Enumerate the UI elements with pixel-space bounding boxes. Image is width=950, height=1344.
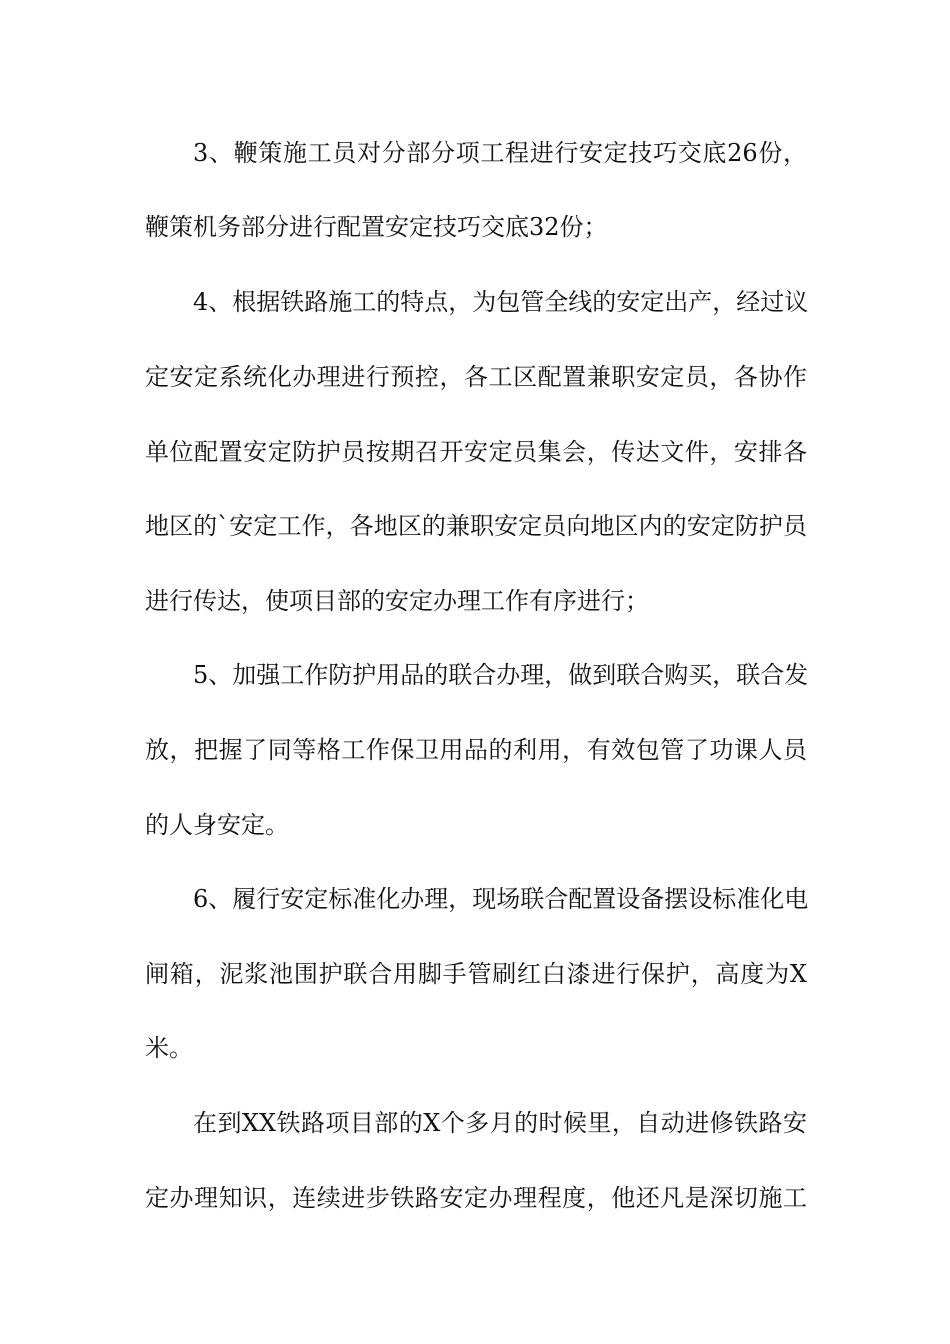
paragraph-6-line-1: 6、履行安定标准化办理，现场联合配置设备摆设标准化电 <box>193 885 809 913</box>
paragraph-3-line-2: 鞭策机务部分进行配置安定技巧交底32份； <box>145 213 608 241</box>
paragraph-5-line-3: 的人身安定。 <box>145 811 289 839</box>
paragraph-4-line-1: 4、根据铁路施工的特点，为包管全线的安定出产，经过议 <box>193 288 809 316</box>
paragraph-5-line-2: 放，把握了同等格工作保卫用品的利用，有效包管了功课人员 <box>145 736 807 764</box>
paragraph-7-line-1: 在到XX铁路项目部的X个多月的时候里，自动进修铁路安 <box>193 1109 807 1137</box>
paragraph-7-line-2: 定办理知识，连续进步铁路安定办理程度，他还凡是深切施工 <box>145 1184 807 1212</box>
paragraph-4-line-5: 进行传达，使项目部的安定办理工作有序进行； <box>145 587 649 615</box>
paragraph-6-line-2: 闸箱，泥浆池围护联合用脚手管刷红白漆进行保护，高度为X <box>145 960 807 988</box>
paragraph-5-line-1: 5、加强工作防护用品的联合办理，做到联合购买，联合发 <box>193 661 809 689</box>
paragraph-6-line-3: 米。 <box>145 1034 193 1062</box>
paragraph-4-line-3: 单位配置安定防护员按期召开安定员集会，传达文件，安排各 <box>145 438 807 466</box>
paragraph-4-line-2: 定安定系统化办理进行预控，各工区配置兼职安定员，各协作 <box>145 363 807 391</box>
paragraph-3-line-1: 3、鞭策施工员对分部分项工程进行安定技巧交底26份， <box>193 139 807 167</box>
paragraph-4-line-4: 地区的`安定工作，各地区的兼职安定员向地区内的安定防护员 <box>145 512 807 540</box>
